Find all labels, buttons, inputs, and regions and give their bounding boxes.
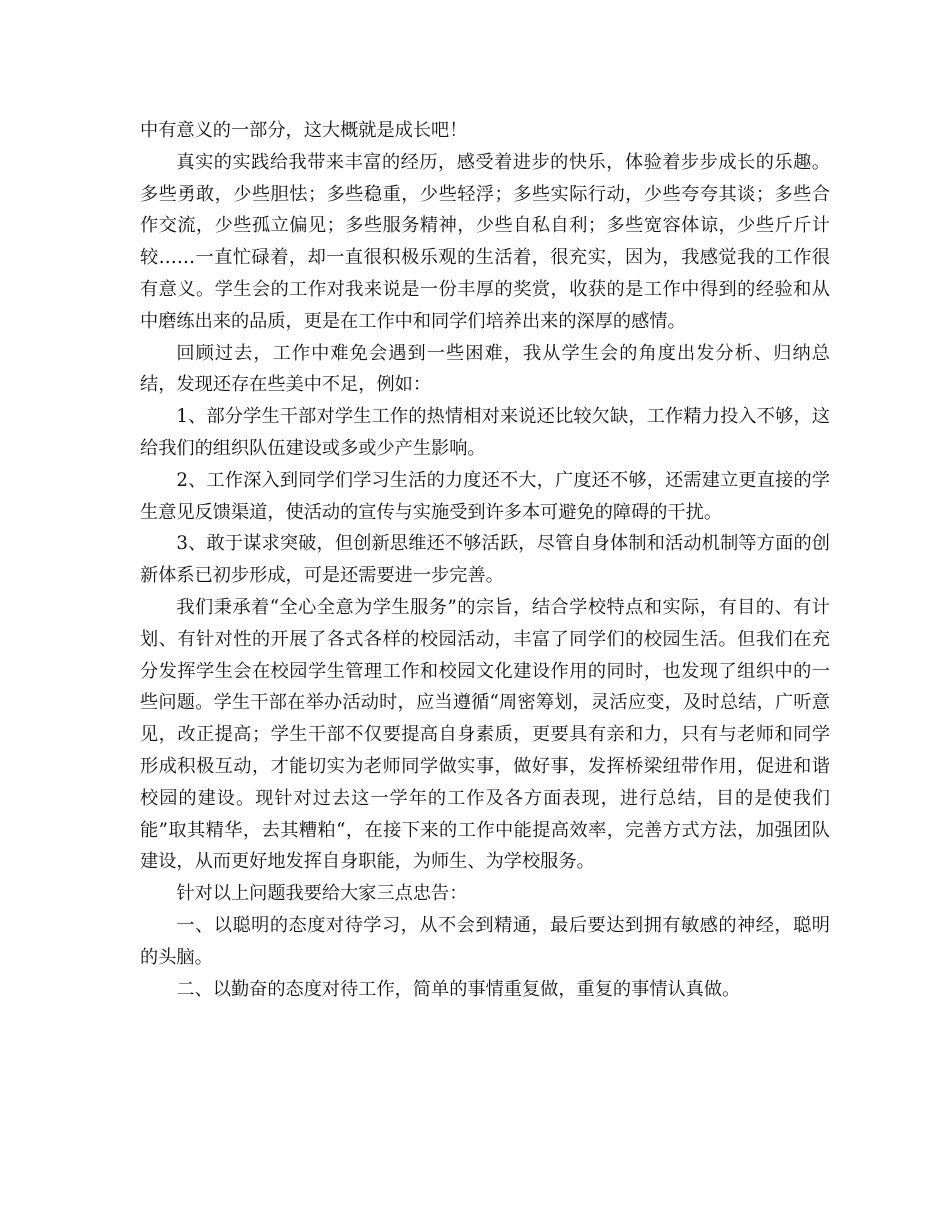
paragraph-5: 2、工作深入到同学们学习生活的力度还不大，广度还不够，还需建立更直接的学生意见反馈渠道，使活动的宣传与实施受到许多本可避免的障碍的干扰。 [140, 469, 830, 523]
paragraph-7: 我们秉承着“全心全意为学生服务”的宗旨，结合学校特点和实际，有目的、有计划、有针对性的开展了各式各样的校园活动，丰富了同学们的校园生活。但我们在充分发挥学生会在校园学生管理工作和校园文化建设作用的同时，也发现了组织中的一些问题。学生干部在举办活动时，应当遵循“周密筹划，灵活应变，及时总结，广听意见，改正提高；学生干部不仅要提高自身素质，更要具有亲和力，只有与老师和同学形成积极互动，才能切实为老师同学做实事，做好事，发挥桥梁纽带作用，促进和谐校园的建设。现针对过去这一学年的工作及各方面表现，进行总结，目的是使我们能”取其精华，去其糟粕“，在接下来的工作中能提高效率，完善方式方法，加强团队建设，从而更好地发挥自身职能，为师生、为学校服务。 [140, 596, 830, 873]
paragraph-1: 中有意义的一部分，这大概就是成长吧！ [140, 120, 468, 141]
document-body [140, 115, 830, 1005]
paragraph-2: 真实的实践给我带来丰富的经历，感受着进步的快乐，体验着步步成长的乐趣。多些勇敢，少些胆怯；多些稳重，少些轻浮；多些实际行动，少些夸夸其谈；多些合作交流，少些孤立偏见；多些服务精神，少些自私自利；多些宽容体谅，少些斤斤计较……一直忙碌着，却一直很积极乐观的生活着，很充实，因为，我感觉我的工作很有意义。学生会的工作对我来说是一份丰厚的奖赏，收获的是工作中得到的经验和从中磨练出来的品质，更是在工作中和同学们培养出来的深厚的感情。 [140, 151, 830, 332]
paragraph-9: 一、以聪明的态度对待学习，从不会到精通，最后要达到拥有敏感的神经，聪明的头脑。 [140, 914, 830, 968]
paragraph-4: 1、部分学生干部对学生工作的热情相对来说还比较欠缺，工作精力投入不够，这给我们的组织队伍建设或多或少产生影响。 [140, 406, 830, 459]
paragraph-10: 二、以勤奋的态度对待工作，简单的事情重复做，重复的事情认真做。 [176, 978, 741, 1000]
paragraph-8: 针对以上问题我要给大家三点忠告： [176, 883, 468, 905]
paragraph-6: 3、敢于谋求突破，但创新思维还不够活跃，尽管自身体制和活动机制等方面的创新体系已初步形成，可是还需要进一步完善。 [140, 533, 830, 587]
paragraph-3: 回顾过去，工作中难免会遇到一些困难，我从学生会的角度出发分析、归纳总结，发现还存在些美中不足，例如： [140, 342, 830, 396]
